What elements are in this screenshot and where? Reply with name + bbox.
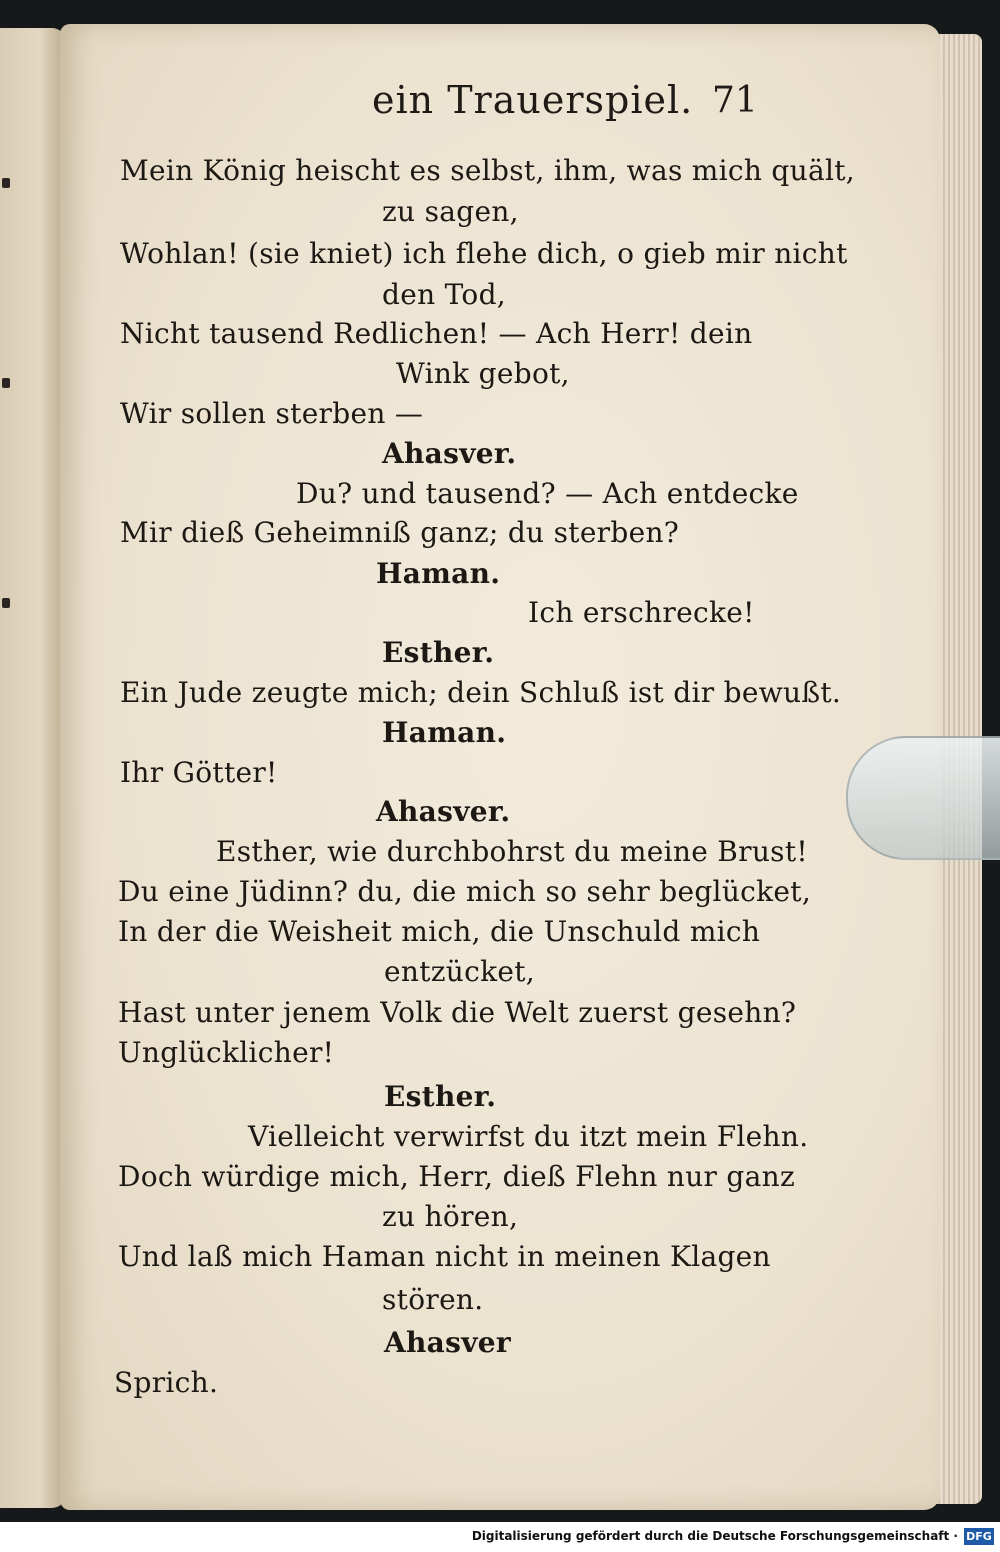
verse-line: In der die Weisheit mich, die Unschuld mich <box>118 915 761 948</box>
verse-line: Wir sollen sterben — <box>120 397 424 430</box>
page-number: 71 <box>712 80 758 121</box>
ink-mark <box>2 178 10 188</box>
verse-line: entzücket, <box>384 955 536 988</box>
verse-line: Doch würdige mich, Herr, dieß Flehn nur ganz <box>118 1160 796 1193</box>
verse-line: Nicht tausend Redlichen! — Ach Herr! dein <box>120 317 753 350</box>
verse-line: den Tod, <box>382 278 507 311</box>
verse-line: Unglücklicher! <box>118 1036 335 1069</box>
verse-line: Und laß mich Haman nicht in meinen Klagen <box>118 1240 771 1273</box>
speaker-name: Ahasver. <box>382 437 517 470</box>
verse-line: Du? und tausend? — Ach entdecke <box>296 477 799 510</box>
verse-line: Mein König heischt es selbst, ihm, was mich quält, <box>120 154 855 187</box>
speaker-name: Esther. <box>384 1080 497 1113</box>
ink-mark <box>2 378 10 388</box>
verse-line: Sprich. <box>114 1366 219 1399</box>
speaker-name: Haman. <box>382 716 507 749</box>
verse-line: Hast unter jenem Volk die Welt zuerst gesehn? <box>118 996 797 1029</box>
verse-line: Du eine Jüdinn? du, die mich so sehr beglücket, <box>118 875 812 908</box>
verse-line: Mir dieß Geheimniß ganz; du sterben? <box>120 516 680 549</box>
verse-line: Ein Jude zeugte mich; dein Schluß ist dir bewußt. <box>120 676 842 709</box>
verse-line: zu sagen, <box>382 195 519 228</box>
page-header <box>60 78 940 128</box>
digitization-footer <box>0 1522 1000 1552</box>
verse-line: Esther, wie durchbohrst du meine Brust! <box>216 835 808 868</box>
running-title: ein Trauerspiel. <box>372 78 694 122</box>
verse-line: Ihr Götter! <box>120 756 278 789</box>
verse-line: Vielleicht verwirfst du itzt mein Flehn. <box>248 1120 809 1153</box>
page-clip <box>846 736 1000 860</box>
speaker-name: Ahasver. <box>376 795 511 828</box>
funding-credit: Digitalisierung gefördert durch die Deutsche Forschungsgemeinschaft · <box>471 1529 958 1543</box>
ink-mark <box>2 598 10 608</box>
speaker-name: Ahasver <box>384 1326 511 1359</box>
facing-page-edge <box>0 28 66 1508</box>
verse-line: zu hören, <box>382 1200 519 1233</box>
verse-line: Ich erschrecke! <box>528 596 755 629</box>
verse-line: Wink gebot, <box>396 357 570 390</box>
speaker-name: Haman. <box>376 557 501 590</box>
verse-line: stören. <box>382 1283 484 1316</box>
verse-line: Wohlan! (sie kniet) ich flehe dich, o gieb mir nicht <box>120 237 848 270</box>
speaker-name: Esther. <box>382 636 495 669</box>
dfg-logo-icon: DFG <box>964 1528 994 1545</box>
